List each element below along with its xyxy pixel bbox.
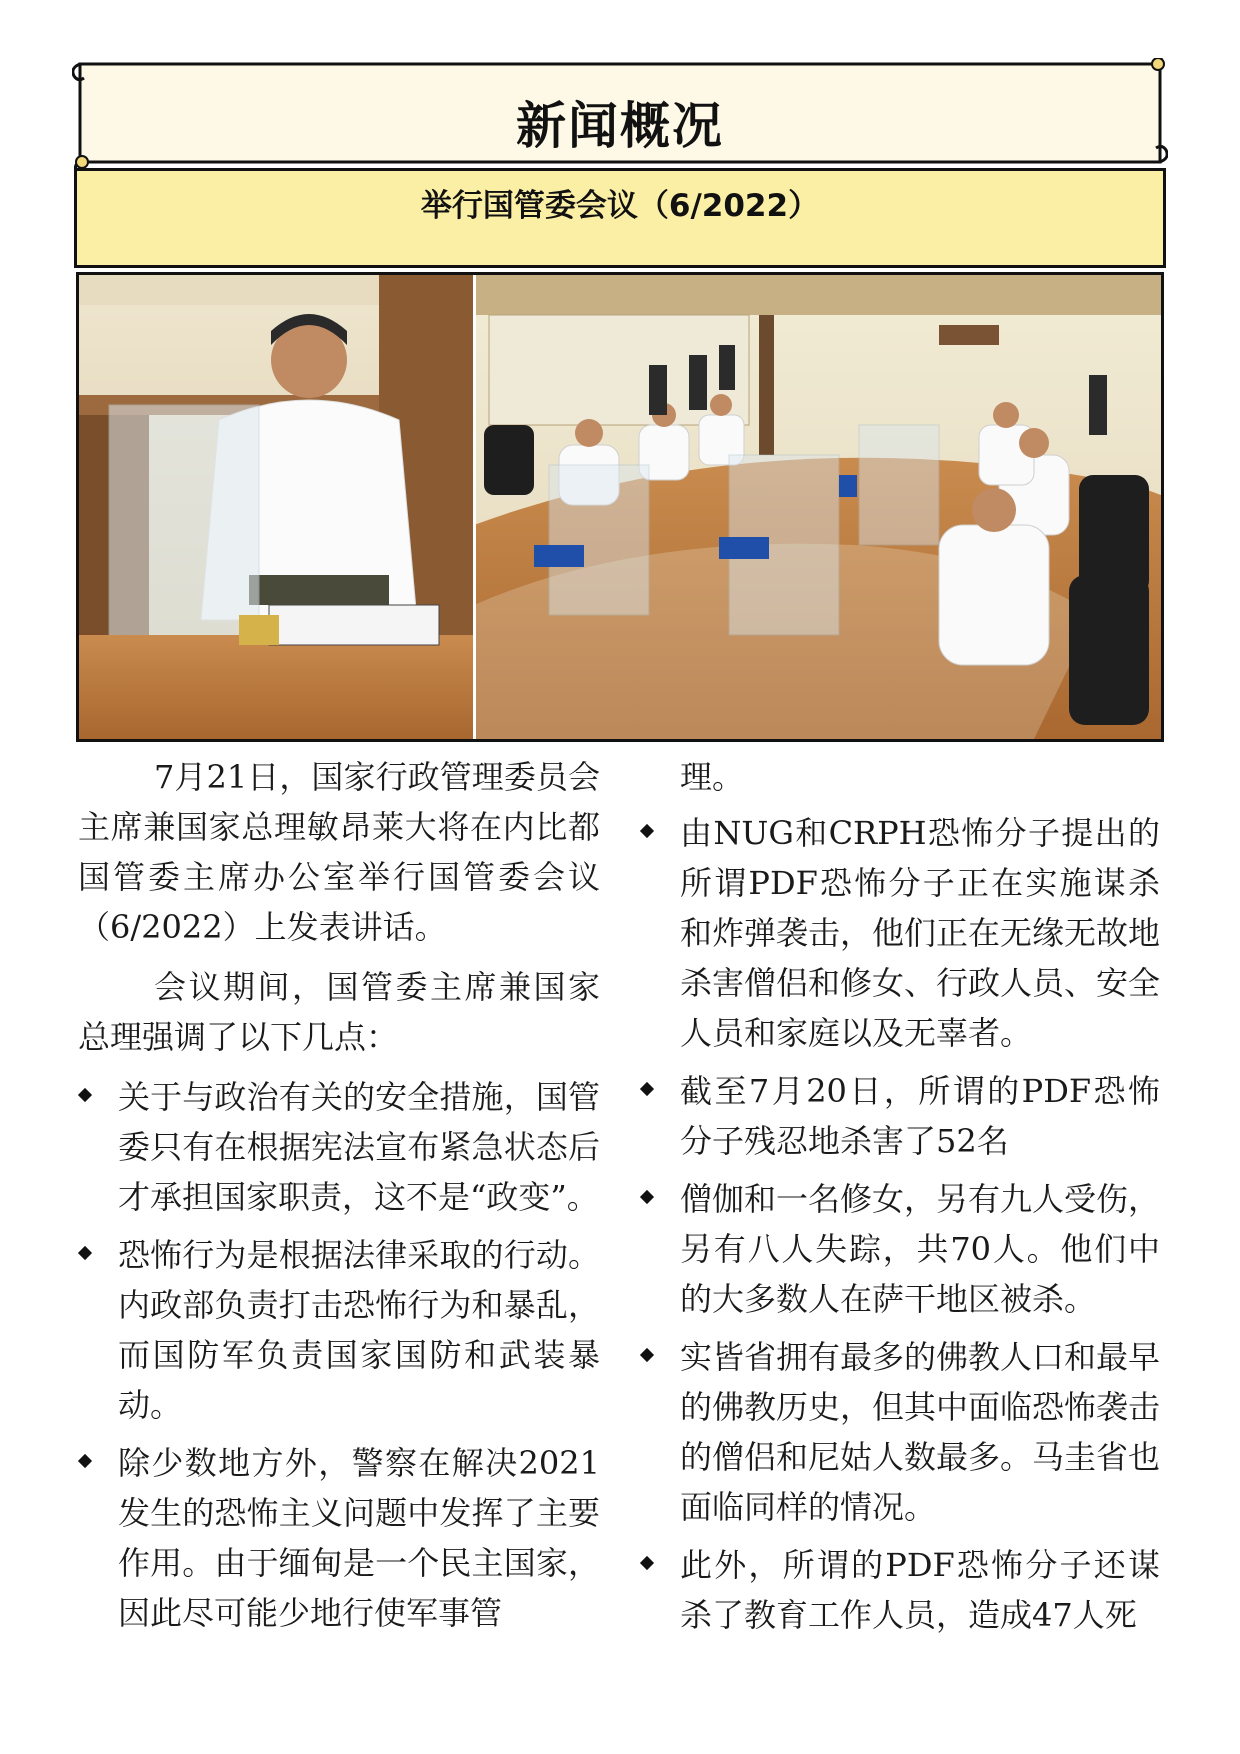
diamond-bullet-icon [78, 1454, 92, 1468]
article-left-column [78, 752, 600, 1638]
title-banner [72, 58, 1168, 170]
diamond-bullet-icon [640, 1348, 654, 1362]
article-headline: 举行国管委会议（6/2022） [420, 187, 820, 224]
diamond-bullet-icon [640, 1556, 654, 1570]
list-item: 关于与政治有关的安全措施，国管委只有在根据宪法宣布紧急状态后才承担国家职责，这不是“政变”。 [78, 1072, 600, 1222]
meeting-photo [76, 272, 1164, 742]
list-item: 实皆省拥有最多的佛教人口和最早的佛教历史，但其中面临恐怖袭击的僧侣和尼姑人数最多。马圭省也面临同样的情况。 [640, 1332, 1160, 1532]
diamond-bullet-icon [640, 1082, 654, 1096]
subtitle-box [74, 168, 1166, 268]
diamond-bullet-icon [78, 1088, 92, 1102]
continued-text: 理。 [680, 758, 745, 796]
diamond-bullet-icon [640, 1190, 654, 1204]
list-item: 此外，所谓的PDF恐怖分子还谋杀了教育工作人员，造成47人死 [640, 1540, 1160, 1640]
list-item: 除少数地方外，警察在解决2021发生的恐怖主义问题中发挥了主要作用。由于缅甸是一个民主国家，因此尽可能少地行使军事管 [78, 1438, 600, 1638]
summary-paragraph: 会议期间，国管委主席兼国家总理强调了以下几点： [78, 968, 600, 1056]
meeting-photo-icon [79, 275, 1161, 739]
list-item: 截至7月20日，所谓的PDF恐怖分子残忍地杀害了52名 [640, 1066, 1160, 1166]
page-title: 新闻概况 [516, 97, 724, 155]
article-right-column [640, 752, 1160, 1640]
list-item: 由NUG和CRPH恐怖分子提出的所谓PDF恐怖分子正在实施谋杀和炸弹袭击，他们正在无缘无故地杀害僧侣和修女、行政人员、安全人员和家庭以及无辜者。 [640, 808, 1160, 1058]
list-item: 恐怖行为是根据法律采取的行动。内政部负责打击恐怖行为和暴乱，而国防军负责国家国防和武装暴动。 [78, 1230, 600, 1430]
list-item: 僧伽和一名修女，另有九人受伤，另有八人失踪，共70人。他们中的大多数人在萨干地区被杀。 [640, 1174, 1160, 1324]
diamond-bullet-icon [640, 824, 654, 838]
bullet-list-left [78, 1072, 600, 1638]
diamond-bullet-icon [78, 1246, 92, 1260]
intro-paragraph: 7月21日，国家行政管理委员会主席兼国家总理敏昂莱大将在内比都国管委主席办公室举行国管委会议（6/2022）上发表讲话。 [78, 758, 600, 946]
